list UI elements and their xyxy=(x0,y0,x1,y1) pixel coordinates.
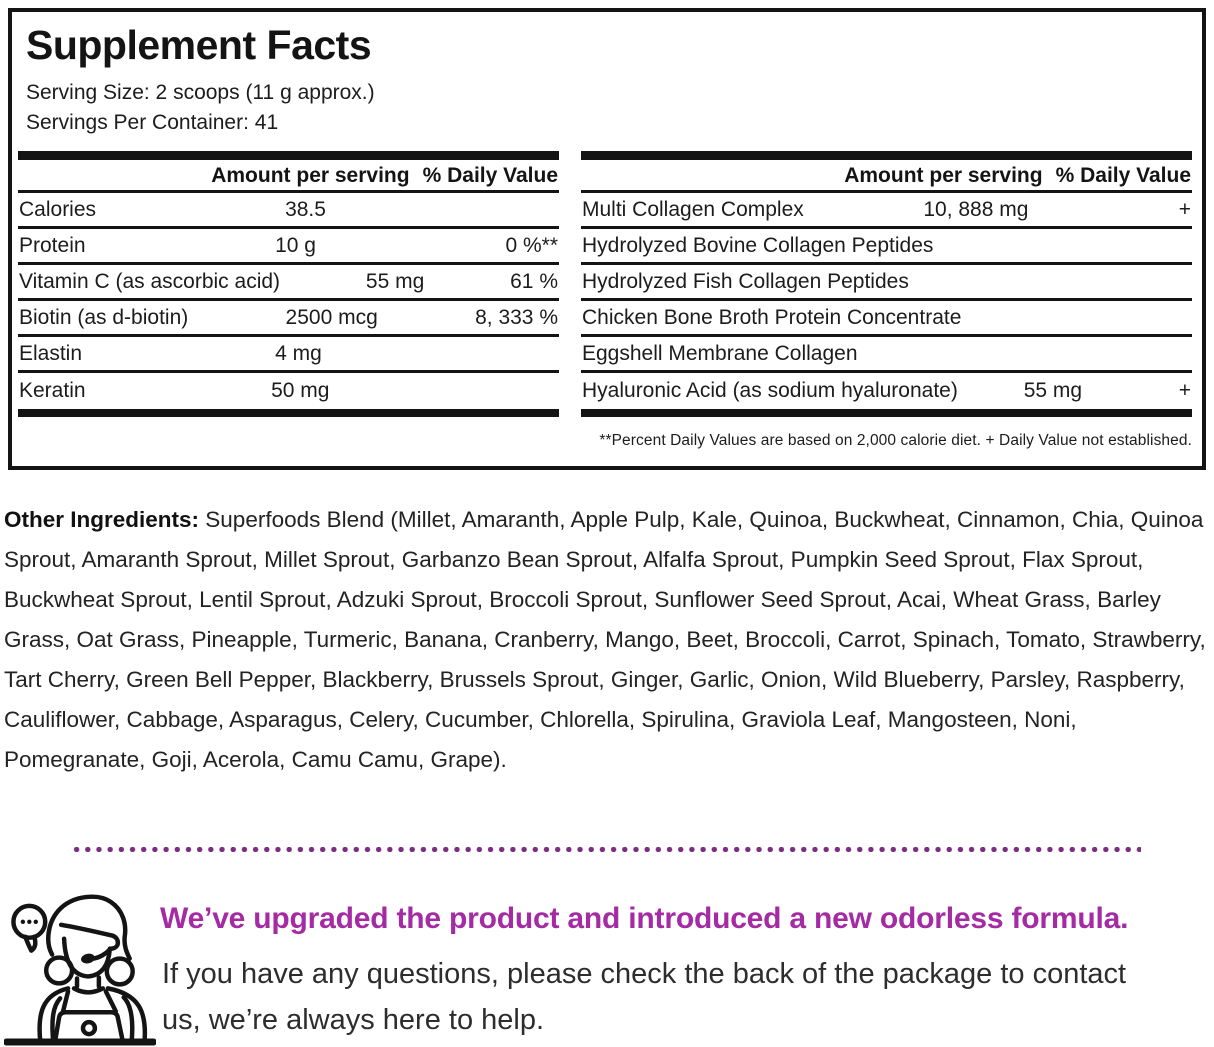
row-dv: + xyxy=(1178,197,1191,221)
row-name: Hydrolyzed Fish Collagen Peptides xyxy=(582,269,909,293)
header-daily-value: % Daily Value xyxy=(1055,164,1191,188)
row-name: Multi Collagen Complex xyxy=(582,197,804,221)
row-dv: 61 % xyxy=(510,269,558,293)
table-row xyxy=(581,265,1192,301)
support-agent-icon xyxy=(4,891,156,1047)
table-row xyxy=(581,301,1192,337)
row-name: Keratin xyxy=(19,379,86,403)
servings-per-container: Servings Per Container: 41 xyxy=(26,111,279,135)
row-amount: 10 g xyxy=(275,233,316,257)
row-amount: 50 mg xyxy=(271,379,330,403)
table-row xyxy=(18,301,559,337)
row-dv: 0 %** xyxy=(505,233,558,257)
header-amount-per-serving: Amount per serving xyxy=(844,164,1043,188)
table-row xyxy=(581,373,1192,409)
other-ingredients-text: Superfoods Blend (Millet, Amaranth, Apple Pulp, Kale, Quinoa, Buckwheat, Cinnamon, Chia, Quinoa Sprout, Amaranth Sprout, Millet Sprout, Garbanzo Bean Sprout, Alfalfa Sprout, Pumpkin Seed Sprout, Flax Sprout, Buckwheat Sprout, Lentil Sprout, Adzuki Sprout, Broccoli Sprout, Sunflower Seed Sprout, Acai, Wheat Grass, Barley Grass, Oat Grass, Pineapple, Turmeric, Banana, Cranberry, Mango, Beet, Broccoli, Carrot, Spinach, Tomato, Strawberry, Tart Cherry, Green Bell Pepper, Blackberry, Brussels Sprout, Ginger, Garlic, Onion, Wild Blueberry, Parsley, Raspberry, Cauliflower, Cabbage, Asparagus, Celery, Cucumber, Chlorella, Spirulina, Graviola Leaf, Mangosteen, Noni, Pomegranate, Goji, Acerola, Camu Camu, Grape). xyxy=(4,507,1206,772)
facts-columns xyxy=(18,151,1192,450)
row-amount: 10, 888 mg xyxy=(923,197,1029,221)
collagen-table xyxy=(581,151,1192,450)
microphone-icon xyxy=(80,952,96,964)
row-name: Hydrolyzed Bovine Collagen Peptides xyxy=(582,233,934,257)
table-row xyxy=(18,373,559,409)
row-amount: 55 mg xyxy=(1023,379,1083,403)
table-row xyxy=(18,337,559,373)
serving-size: Serving Size: 2 scoops (11 g approx.) xyxy=(26,81,375,105)
row-amount: 55 mg xyxy=(365,269,425,293)
notice-headline: We’ve upgraded the product and introduced a new odorless formula. xyxy=(160,902,1129,935)
row-amount: 4 mg xyxy=(275,341,322,365)
table-header xyxy=(581,160,1192,193)
table-header xyxy=(18,160,559,193)
row-name: Protein xyxy=(19,233,86,257)
table-row xyxy=(581,337,1192,373)
row-dv: + xyxy=(1178,379,1191,403)
row-name: Hyaluronic Acid (as sodium hyaluronate) xyxy=(582,379,958,403)
row-amount: 2500 mcg xyxy=(285,305,378,329)
row-dv: 8, 333 % xyxy=(475,305,558,329)
row-name: Vitamin C (as ascorbic acid) xyxy=(19,269,281,293)
table-top-bar xyxy=(581,151,1192,160)
daily-value-footnote: **Percent Daily Values are based on 2,000 calorie diet. + Daily Value not established. xyxy=(599,432,1192,450)
row-name: Calories xyxy=(19,197,97,221)
table-bottom-bar xyxy=(581,409,1192,417)
header-daily-value: % Daily Value xyxy=(422,164,558,188)
table-row xyxy=(18,229,559,265)
row-amount: 38.5 xyxy=(285,197,326,221)
table-row xyxy=(18,193,559,229)
table-top-bar xyxy=(18,151,559,160)
other-ingredients-paragraph xyxy=(4,500,1210,780)
table-row xyxy=(18,265,559,301)
supplement-facts-panel xyxy=(8,8,1206,470)
row-name: Eggshell Membrane Collagen xyxy=(582,341,858,365)
nutrients-table xyxy=(18,151,559,450)
table-row xyxy=(581,193,1192,229)
notice-body: If you have any questions, please check the back of the package to contact us, we’re always here to help. xyxy=(162,958,1127,1036)
table-row xyxy=(581,229,1192,265)
table-bottom-bar xyxy=(18,409,559,417)
panel-title: Supplement Facts xyxy=(26,22,372,68)
row-name: Chicken Bone Broth Protein Concentrate xyxy=(582,305,962,329)
row-name: Biotin (as d-biotin) xyxy=(19,305,189,329)
row-name: Elastin xyxy=(19,341,83,365)
dotted-divider xyxy=(71,845,1141,854)
other-ingredients-label: Other Ingredients: xyxy=(4,507,200,532)
header-amount-per-serving: Amount per serving xyxy=(211,164,410,188)
